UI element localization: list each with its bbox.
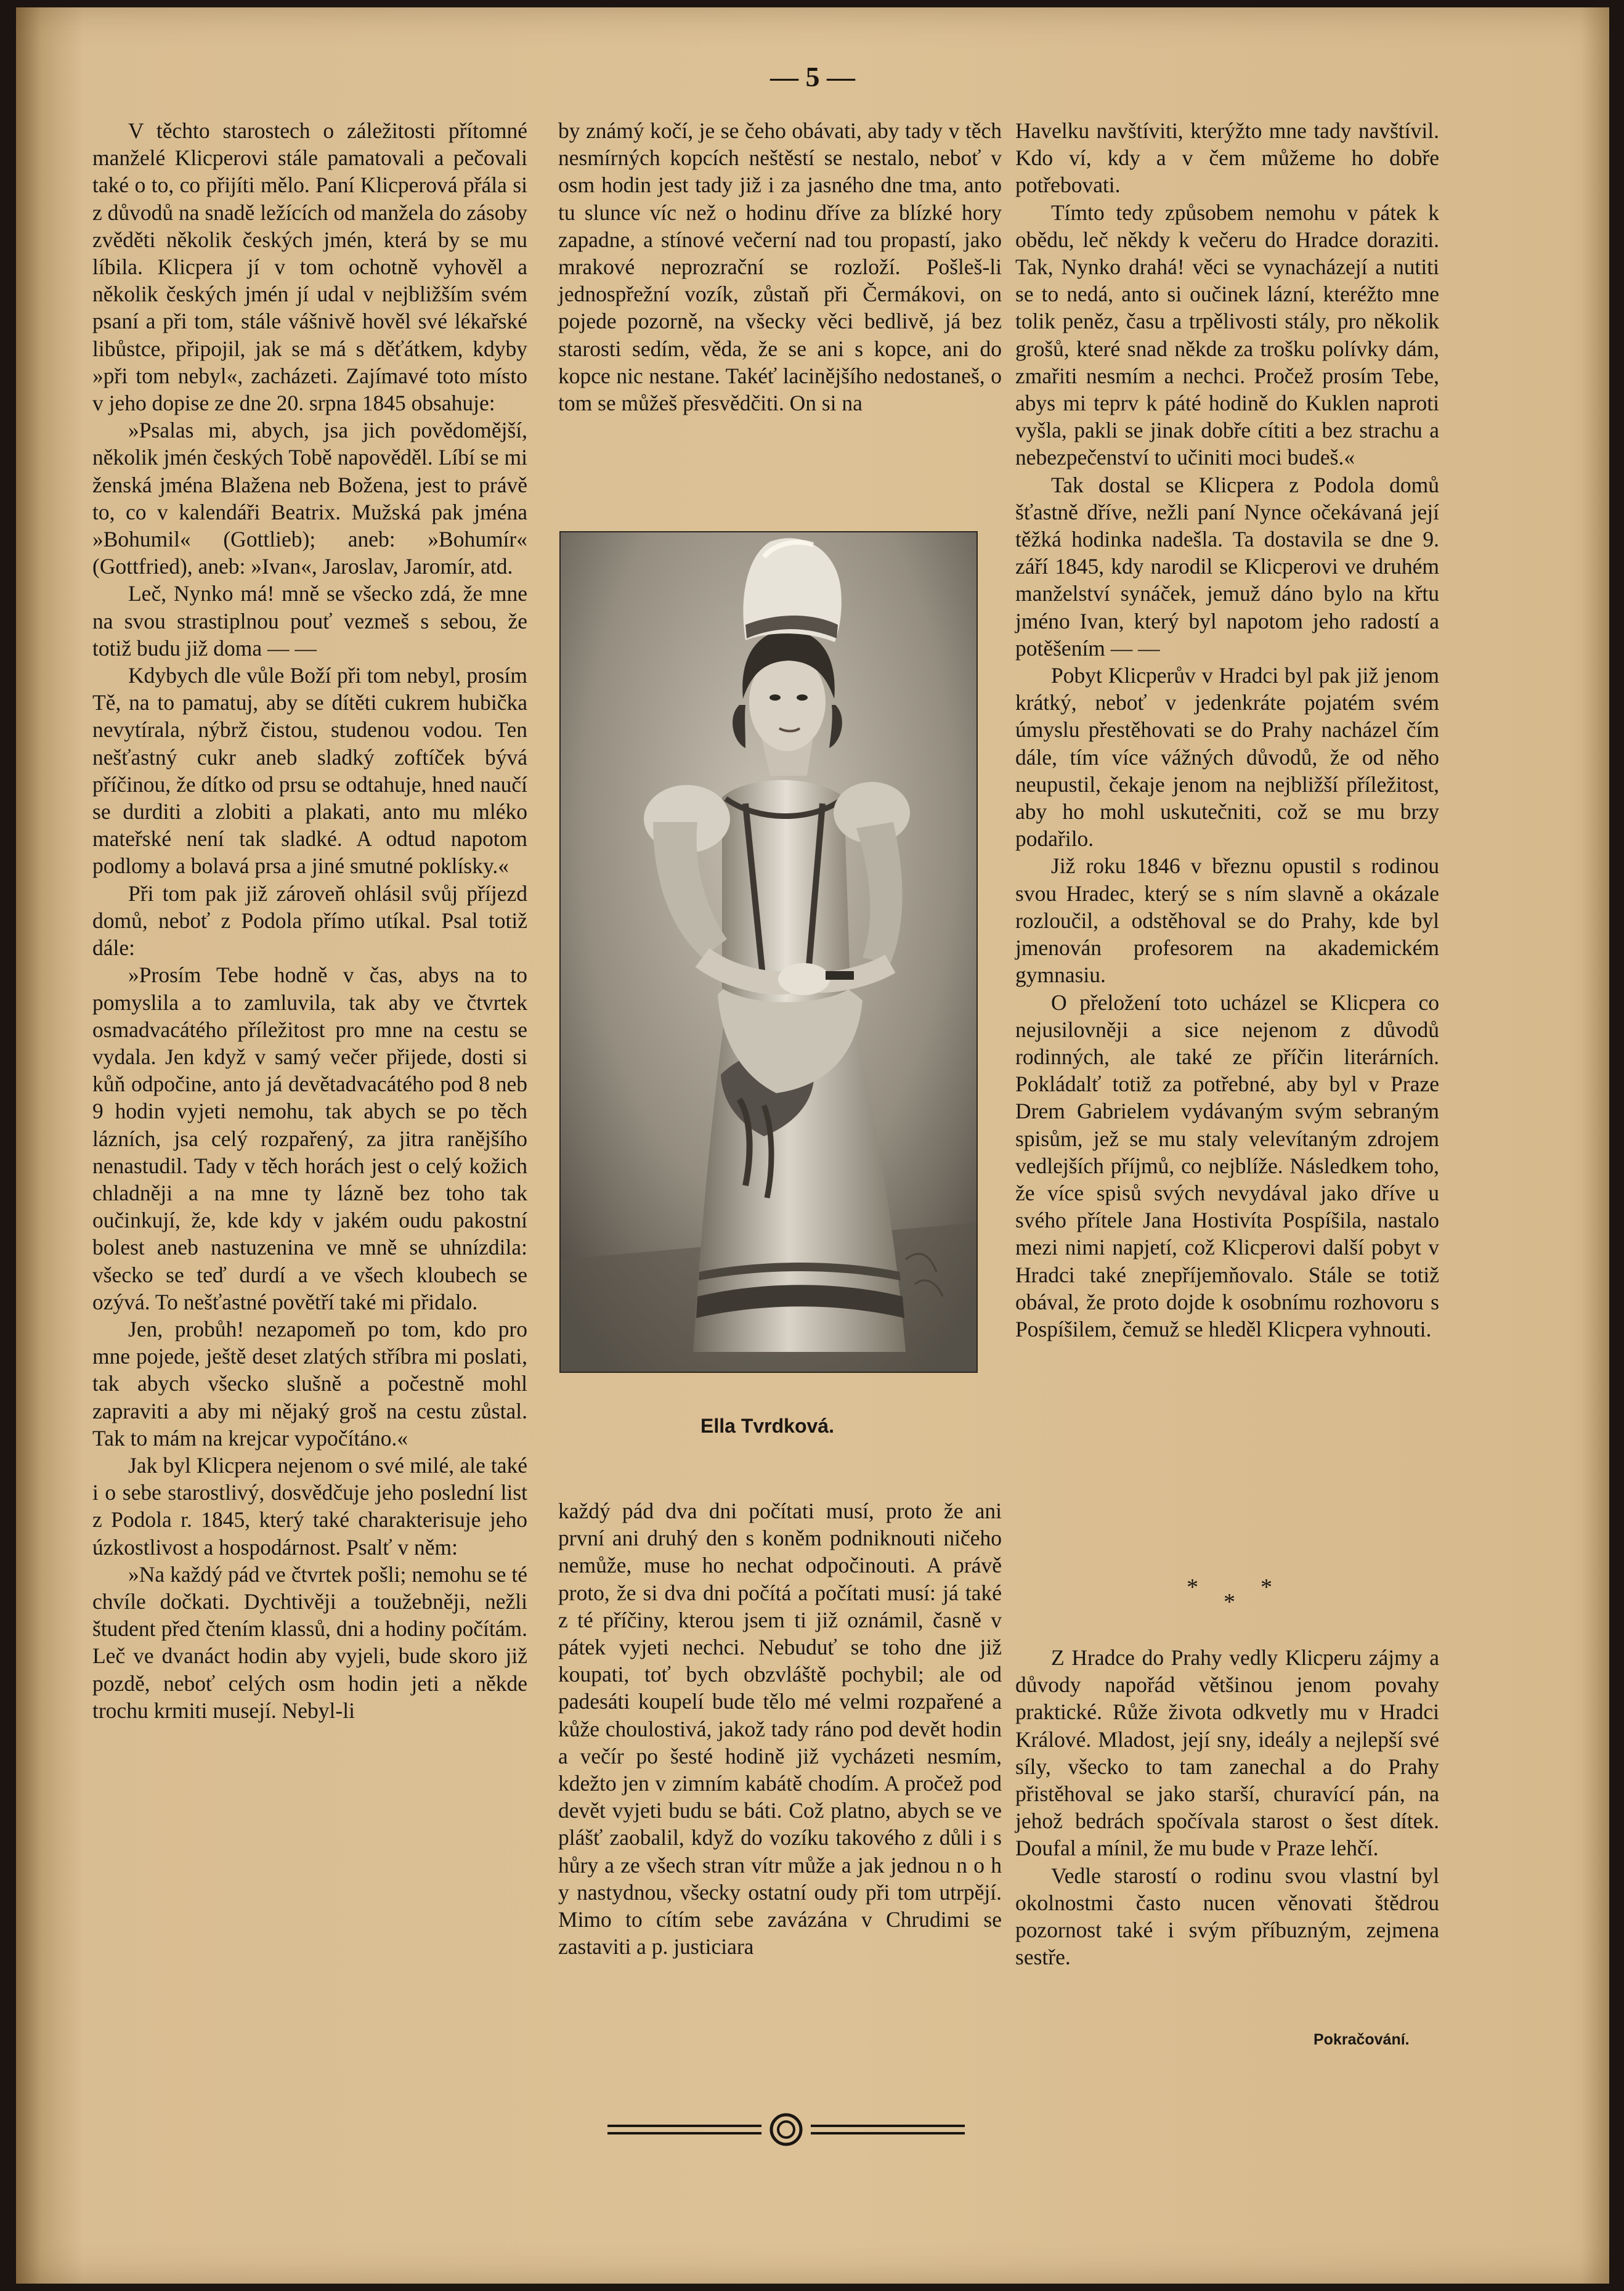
separator-star: *: [1224, 1589, 1235, 1615]
paragraph: každý pád dva dni počítati musí, proto že ani první ani druhý den s koněm podniknouti ničeho nemůže, muse ho nechat odpočinouti. A právě proto, že si dva dni počítá a počítati musí: já také z té příčiny, kterou jsem ti již oznámil, časně v pátek vyjeti nechci. Nebuduť se toho dne již koupati, toť bych obzvláště pochybil; ale od padesáti koupelí bude tělo mé velmi rozpařené a kůže choulostivá, jakož tady ráno pod devět hodin a večír po šesté hodině již vycházeti nesmím, kdežto jen v zimním kabátě chodím. A pročež pod devět vyjeti budu se báti. Což platno, abych se ve plášť zaobalil, když do vozíku takového z důli i s hůry a ze všech stran vítr může a jak jednou n o h y nastydnou, všecky ostatní oudy při tom utrpějí. Mimo to cítím sebe zavázána v Chrudimi se zastaviti a p. justiciara: [558, 1499, 1002, 1959]
magazine-page: [16, 7, 1609, 2284]
paragraph: Kdybych dle vůle Boží při tom nebyl, prosím Tě, na to pamatuj, aby se dítěti cukrem hubička nevytírala, nýbrž čistou, studenou vodou. Ten nešťastný cukr aneb sladký zoftíček bývá příčinou, že dítko od prsu se odtahuje, hned naučí se durditi a zlobiti a plakati, anto mu mléko mateřské není tak sladké. A odtud napotom podlomy a bolavá prsa a jiné smutné poklísky.«: [92, 663, 527, 879]
section-separator: [1015, 1574, 1439, 1617]
paragraph: »Prosím Tebe hodně v čas, abys na to pomyslila a to zamluvila, tak aby ve čtvrtek osmadvacátého příležitost pro mne na cestu se vydala. Jen když v samý večer přijede, dosti si kůň odpočine, anto já devětadvacátého pod 8 neb 9 hodin vyjeti nemohu, tak abych se po těch lázních, jsa celý rozpařený, za jitra ranějšího nenastudil. Tady v těch horách jest o celý kožich chladněji a na mne ty lázně bez toho tak oučinkují, že, kde kdy v jakém oudu pakostní bolest aneb nastuzenina ve mně se uhnízdila: všecko se teď durdí a ve všech kloubech se ozývá. To nešťastné povětří také mi přidalo.: [92, 962, 527, 1314]
text-column-left: [92, 117, 527, 1724]
paragraph: Při tom pak již zároveň ohlásil svůj příjezd domů, neboť z Podola přímo utíkal. Psal totiž dále:: [92, 881, 527, 961]
text-column-right-continued: [1015, 1644, 1439, 1971]
paragraph: Vedle starostí o rodinu svou vlastní byl okolnostmi často nucen věnovati štědrou pozornost také i svým příbuzným, zejmena sestře.: [1015, 1863, 1439, 1970]
end-ornament-icon: [607, 2109, 965, 2152]
portrait-photo: [559, 531, 978, 1373]
portrait-illustration: [561, 532, 976, 1372]
paragraph: Jak byl Klicpera nejenom o své milé, ale také i o sebe starostlivý, dosvědčuje jeho poslední list z Podola r. 1845, který také charakterisuje jeho úzkostlivost a hospodárnost. Psalť v něm:: [92, 1452, 527, 1560]
text-column-middle-bottom: [558, 1497, 1002, 1960]
paragraph: O přeložení toto ucházel se Klicpera co nejusilovněji a sice nejenom z důvodů rodinných, ale také ze příčin literárních. Pokládalť totiž za potřebné, aby byl v Praze Drem Gabrielem vydávaným svým sebraným spisům, jež se mu staly velevítaným zdrojem vedlejších příjmů, co nejblíže. Následkem toho, že více spisů svých nevydával jako dříve u svého přítele Jana Hostivíta Pospíšila, nastalo mezi nimi napjetí, což Klicperovi další pobyt v Hradci také znepříjemňovalo. Stále se totiž obával, že proto dojde k osobnímu rozhovoru s Pospíšilem, čemuž se hleděl Klicpera vyhnouti.: [1015, 990, 1439, 1341]
paragraph: Jen, probůh! nezapomeň po tom, kdo pro mne pojede, ještě deset zlatých stříbra mi poslati, tak abych všecko slušně a počestně mohl zapraviti a aby mi nějaký groš na cestu zůstal. Tak to mám na krejcar vypočítáno.«: [92, 1316, 527, 1451]
text-column-right: [1015, 117, 1439, 1343]
paragraph: »Na každý pád ve čtvrtek pošli; nemohu se té chvíle dočkati. Dychtivěji a toužebněji, nežli študent před čtením klassů, dni a hodiny počítám. Leč ve dvanáct hodin aby vyjeli, bude skoro již pozdě, neboť celých osm hodin jeti a někde trochu krmiti musejí. Nebyl-li: [92, 1561, 527, 1723]
page-number: — 5 —: [770, 61, 855, 92]
paragraph: »Psalas mi, abych, jsa jich povědomější, několik jmén českých Tobě napověděl. Líbí se mi ženská jména Blažena neb Božena, jest to právě to, co v kalendáři Beatrix. Mužská pak jména »Bohumil« (Gottlieb); aneb: »Bohumír« (Gottfried), aneb: »Ivan«, Jaroslav, Jaromír, atd.: [92, 418, 527, 579]
paragraph: Tímto tedy způsobem nemohu v pátek k obědu, leč někdy k večeru do Hradce doraziti. Tak, Nynko drahá! věci se vynacházejí a nutiti se to nedá, anto si oučinek lázní, kteréžto mne tolik peněz, času a trpělivosti stály, pro několik grošů, které snad někde za trošku polívky dám, zmařiti nesmím a nechci. Pročež prosím Tebe, abys mi teprv k páté hodině do Kuklen naproti vyšla, pakli se jinak dobře cítiti a bez strachu a nebezpečenství to učiniti moci budeš.«: [1015, 200, 1439, 470]
separator-star: *: [1261, 1574, 1272, 1600]
paragraph: Již roku 1846 v březnu opustil s rodinou svou Hradec, který se s ním slavně a okázale rozloučil, a odstěhoval se do Prahy, kde byl jmenován profesorem na akademickém gymnasiu.: [1015, 853, 1439, 988]
paragraph: Pobyt Klicperův v Hradci byl pak již jenom krátký, neboť v jedenkráte pojatém svém úmyslu přestěhovati se do Prahy nacházel čím dále, tím více vážných důvodů, že od něho neupustil, čekaje jenom na nejbližší příležitost, aby ho mohl uskutečniti, což se mu brzy podařilo.: [1015, 663, 1439, 852]
continued-note: Pokračování.: [1313, 2031, 1410, 2048]
paragraph: Tak dostal se Klicpera z Podola domů šťastně dříve, nežli paní Nynce očekávaná její těžká hodinka nadešla. Ta dostavila se dne 9. září 1845, kdy narodil se Klicperovi ve druhém manželství synáček, jemuž dáno bylo na křtu jméno Ivan, který byl napotom jeho radostí a potěšením — —: [1015, 472, 1439, 661]
paragraph: by známý kočí, je se čeho obávati, aby tady v těch nesmírných kopcích neštěstí se nestalo, neboť v osm hodin jest tady již i za jasného dne tma, anto tu slunce víc než o hodinu dříve za blízké hory zapadne, a stínové večerní nad tou propastí, jako mrakové neprozrační se rozloží. Pošleš-li jednospřežní vozík, zůstaň při Čermákovi, on pojede pozorně, na všecky věci bedlivě, já bez starosti sedím, věda, že se ani s kopce, ani do kopce nic nestane. Takéť lacinějšího nedostaneš, o tom se můžeš přesvědčiti. On si na: [558, 118, 1002, 416]
paragraph: Leč, Nynko má! mně se všecko zdá, že mne na svou strastiplnou pouť vezmeš s sebou, že totiž budu již doma — —: [92, 581, 527, 661]
paragraph: Z Hradce do Prahy vedly Klicperu zájmy a důvody napořád většinou jenom povahy praktické. Růže života odkvetly mu v Hradci Králové. Mladost, její sny, ideály a nejlepší své síly, všecko to tam zanechal a do Prahy přistěhoval se jako starší, churavící pán, na jehož bedrách spočívala starost o šest dítek. Doufal a mínil, že mu bude v Praze lehčí.: [1015, 1645, 1439, 1861]
separator-star: *: [1187, 1574, 1198, 1600]
photo-caption: Ella Tvrdková.: [700, 1415, 834, 1437]
paragraph: V těchto starostech o záležitosti přítomné manželé Klicperovi stále pamatovali a pečovali také o to, co přijíti mělo. Paní Klicperová přála si z důvodů na snadě ležících od manžela do zásoby zvěděti několik českých jmén, která by se mu líbila. Klicpera jí v tom ochotně vyhověl a několik českých jmén jí udal v nejbližším svém psaní a při tom, stále vášnivě hověl své lékařské libůstce, připojil, jak se má s děťátkem, kdyby »při tom nebyl«, zacházeti. Zajímavé toto místo v jeho dopise ze dne 20. srpna 1845 obsahuje:: [92, 118, 527, 416]
paragraph: Havelku navštíviti, kterýžto mne tady navštívil. Kdo ví, kdy a v čem můžeme ho dobře potřebovati.: [1015, 118, 1439, 198]
text-column-middle-top: [558, 117, 1002, 417]
